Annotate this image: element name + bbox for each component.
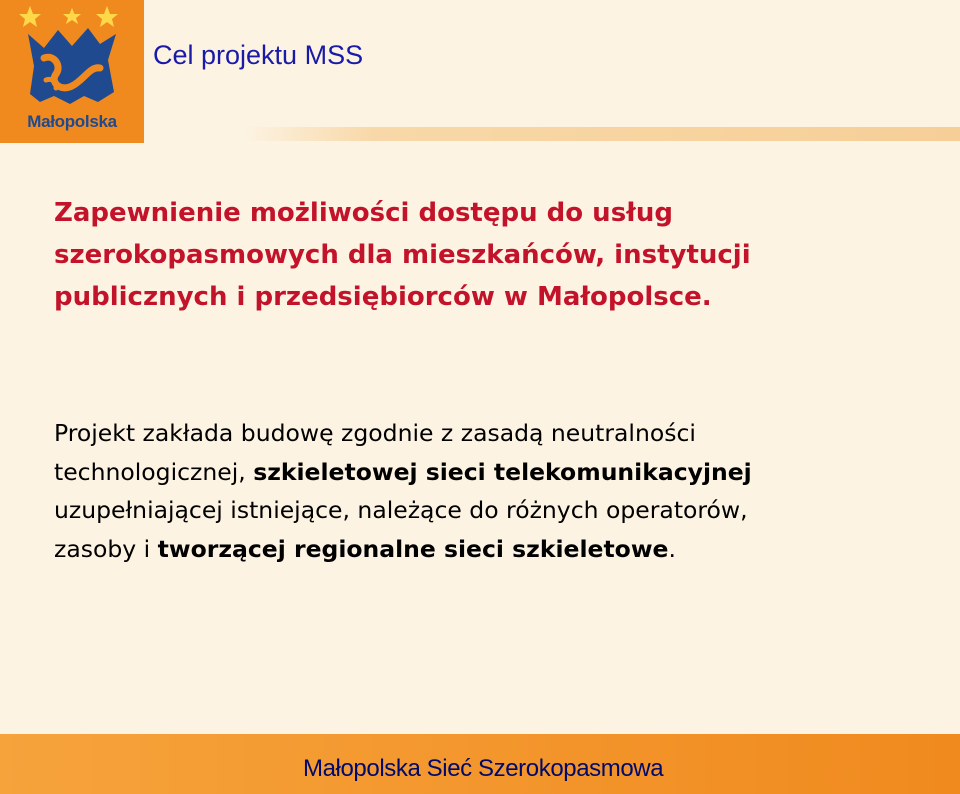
malopolska-logo [0,0,144,143]
body-line: Projekt zakłada budowę zgodnie z zasadą neutralności [54,419,696,447]
title-divider [245,127,960,141]
slide-title: Cel projektu MSS [153,40,364,70]
body-line [54,453,934,492]
footer-text: Małopolska Sieć Szerokopasmowa [303,755,664,782]
body-line: uzupełniającej istniejące, należące do różnych operatorów, [54,496,748,524]
body-emphasis: tworzącej regionalne sieci szkieletowe [157,534,669,563]
slide-heading [54,192,934,318]
slide-body [54,414,934,568]
heading-line: Zapewnienie możliwości dostępu do usług [54,198,673,228]
body-emphasis: szkieletowej sieci telekomunikacyjnej [253,457,752,486]
logo-text: Małopolska [27,112,117,131]
heading-line: publicznych i przedsiębiorców w Małopolsce. [54,282,712,312]
heading-line: szerokopasmowych dla mieszkańców, instytucji [54,240,751,270]
body-text: technologicznej, [54,457,254,486]
footer-bar [0,734,960,794]
body-text: . [668,534,676,563]
body-line [54,530,934,569]
body-text: zasoby i [54,534,158,563]
